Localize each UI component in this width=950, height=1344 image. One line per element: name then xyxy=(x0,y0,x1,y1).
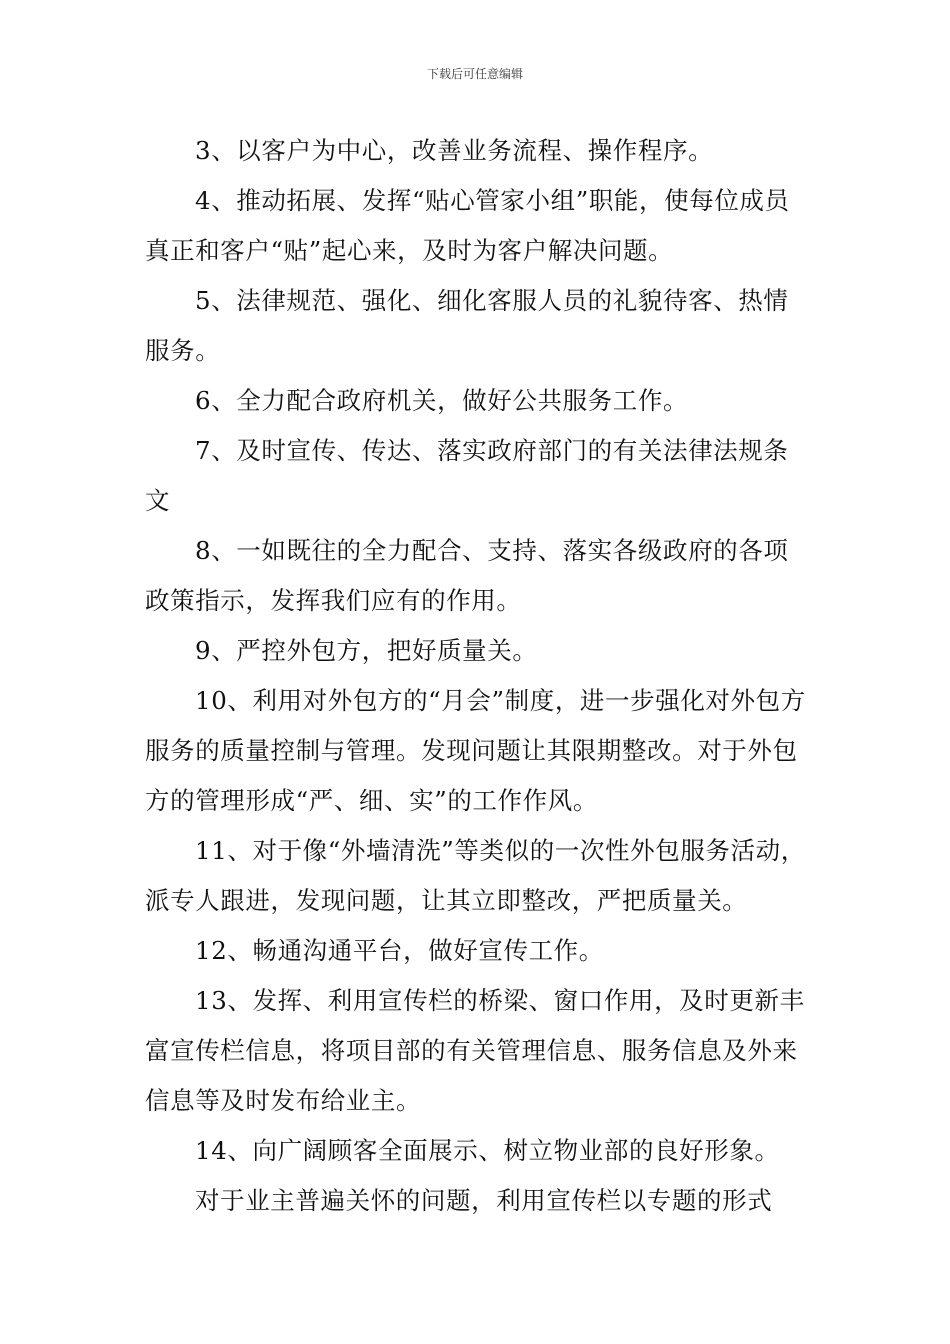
paragraph-item-8: 8、一如既往的全力配合、支持、落实各级政府的各项政策指示，发挥我们应有的作用。 xyxy=(145,536,789,615)
document-body xyxy=(145,126,809,1226)
paragraph-item-9: 9、严控外包方，把好质量关。 xyxy=(195,636,538,665)
paragraph-item-13: 13、发挥、利用宣传栏的桥梁、窗口作用，及时更新丰富宣传栏信息，将项目部的有关管理信息、服务信息及外来信息等及时发布给业主。 xyxy=(145,986,805,1115)
paragraph-item-4: 4、推动拓展、发挥“贴心管家小组”职能，使每位成员真正和客户“贴”起心来，及时为客户解决问题。 xyxy=(145,186,790,265)
paragraph-continued: 对于业主普遍关怀的问题，利用宣传栏以专题的形式 xyxy=(195,1186,773,1215)
paragraph-item-12: 12、畅通沟通平台，做好宣传工作。 xyxy=(195,936,604,965)
paragraph-item-3: 3、以客户为中心，改善业务流程、操作程序。 xyxy=(195,136,714,165)
page-header: 下载后可任意编辑 xyxy=(426,67,523,81)
paragraph-item-5: 5、法律规范、强化、细化客服人员的礼貌待客、热情服务。 xyxy=(145,286,789,365)
paragraph-item-6: 6、全力配合政府机关，做好公共服务工作。 xyxy=(195,386,689,415)
paragraph-item-14: 14、向广阔顾客全面展示、树立物业部的良好形象。 xyxy=(195,1136,780,1165)
paragraph-item-10: 10、利用对外包方的“月会”制度，进一步强化对外包方服务的质量控制与管理。发现问题让其限期整改。对于外包方的管理形成“严、细、实”的工作作风。 xyxy=(145,686,806,815)
paragraph-item-7: 7、及时宣传、传达、落实政府部门的有关法律法规条文 xyxy=(145,436,789,515)
paragraph-item-11: 11、对于像“外墙清洗”等类似的一次性外包服务活动，派专人跟进，发现问题，让其立即整改，严把质量关。 xyxy=(145,836,806,915)
